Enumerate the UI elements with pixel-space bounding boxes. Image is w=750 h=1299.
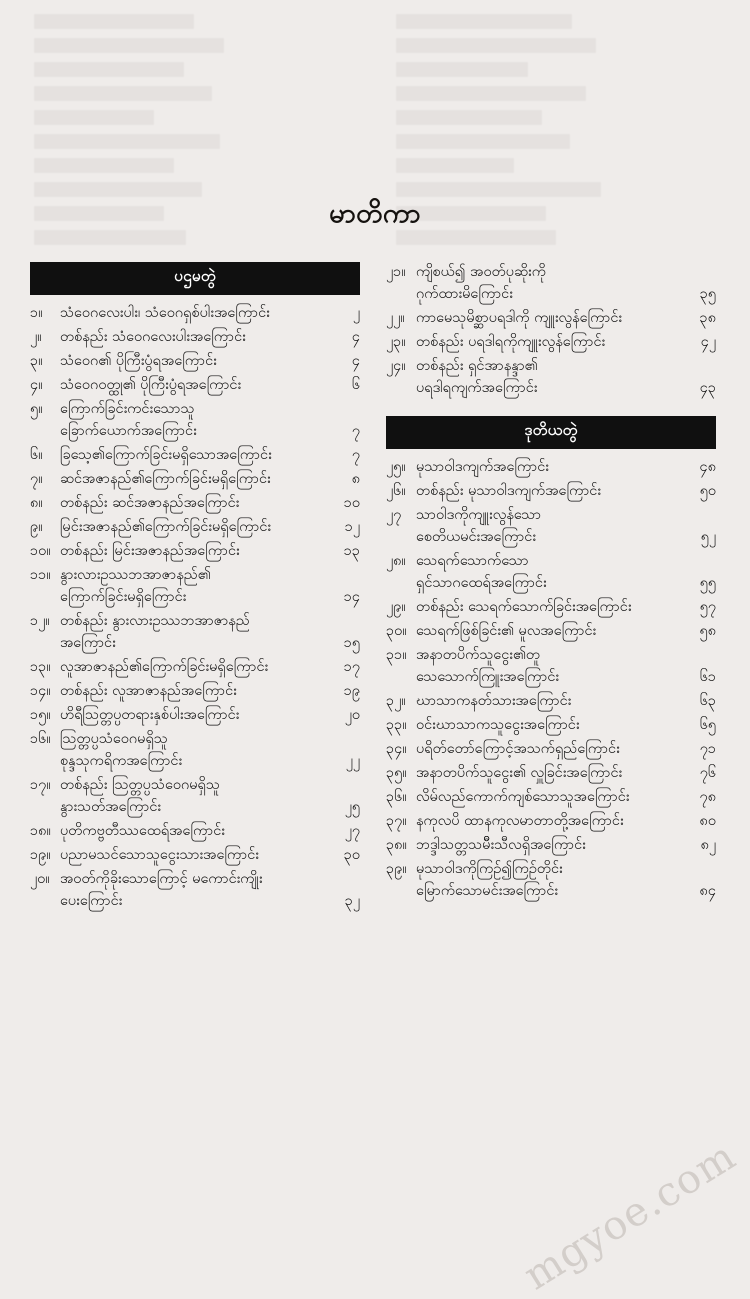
toc-entry[interactable] [30, 611, 360, 631]
toc-entry-continuation [30, 421, 360, 441]
toc-entry-number: ၃၆။ [386, 789, 407, 805]
toc-entry[interactable] [386, 835, 716, 855]
toc-entry-page: ၇ [351, 447, 360, 463]
toc-entry-number: ၂၂။ [386, 310, 405, 326]
toc-entry-page: ၁၂ [344, 519, 360, 535]
toc-entry[interactable] [386, 481, 716, 501]
toc-entry-title: တစ်နည်း သေရက်သောက်ခြင်းအကြောင်း [416, 599, 632, 615]
toc-entry-number: ၂၈။ [386, 553, 406, 569]
toc-entry-page: ၄၈ [699, 459, 716, 475]
toc-entry[interactable] [386, 859, 716, 879]
toc-entry-title: ကြောက်ခြင်းကင်းသောသူ [60, 401, 195, 417]
toc-entry[interactable] [386, 356, 716, 376]
toc-entry[interactable] [386, 308, 716, 328]
toc-entry-continuation [386, 284, 716, 304]
toc-entry[interactable] [386, 597, 716, 617]
toc-entry[interactable] [386, 332, 716, 352]
toc-entry-continuation [30, 633, 360, 653]
toc-entry[interactable] [386, 715, 716, 735]
toc-entry-title-line2: ရှင်သာဂထေရ်အကြောင်း [416, 575, 547, 591]
toc-entry-title: အနာတပိက်သူငွေး၏ လှူခြင်းအကြောင်း [416, 765, 623, 781]
toc-entry-title: ဝင်းဃာသာကသူငွေးအကြောင်း [416, 717, 580, 733]
toc-entry-number: ၃၂။ [386, 693, 406, 709]
toc-entry-number: ၈။ [30, 495, 43, 511]
toc-entry-number: ၂၉။ [386, 599, 406, 615]
toc-entry[interactable] [30, 821, 360, 841]
toc-entry-title-line2: ကြောက်ခြင်းမရှိကြောင်း [60, 589, 187, 605]
toc-entry-title-line2: အကြောင်း [60, 635, 116, 651]
toc-entry-page: ၇၈ [699, 789, 716, 805]
toc-entry-page: ၁၀ [343, 495, 360, 511]
toc-entry-title-line2: စေတိယမင်းအကြောင်း [416, 529, 537, 545]
toc-entry-continuation [386, 667, 716, 687]
toc-entry-number: ၁၇။ [30, 777, 51, 793]
toc-entry-page: ၈၄ [699, 883, 716, 899]
toc-entry-title: ပုတိကဗ္ဗတီဿထေရ်အကြောင်း [60, 823, 225, 839]
toc-entry-page: ၅၈ [699, 623, 716, 639]
toc-entry-title: ကျိစယ်၍ အဝတ်ပုဆိုးကို [416, 264, 546, 280]
toc-entry[interactable] [386, 505, 716, 525]
toc-entry-page: ၈၂ [700, 837, 716, 853]
toc-entry[interactable] [386, 262, 716, 282]
toc-entry[interactable] [30, 469, 360, 489]
toc-entry-number: ၂၁။ [386, 264, 406, 280]
toc-entry-title-line2: စုန္ဒသုကရိကအကြောင်း [60, 753, 183, 769]
toc-entry-title-line2: မြောက်သောမင်းအကြောင်း [416, 883, 559, 899]
toc-entry-page: ၂၇ [344, 823, 360, 839]
toc-entry-title: လူအာဇာနည်၏ကြောက်ခြင်းမရှိကြောင်း [60, 659, 269, 675]
toc-entry-title: သံဝေဂ၏ ပိုကြီးပွံရအကြောင်း [60, 353, 217, 369]
toc-entry-number: ၂၆။ [386, 483, 406, 499]
toc-entry-page: ၂ [352, 305, 360, 321]
toc-entry-page: ၁၃ [343, 543, 360, 559]
toc-entry[interactable] [30, 327, 360, 347]
toc-entry-page: ၆၃ [699, 693, 716, 709]
toc-entry-title: အနာတပိက်သူငွေး၏တူ [416, 647, 541, 663]
toc-entry-page: ၈၀ [699, 813, 716, 829]
toc-entry[interactable] [386, 551, 716, 571]
toc-entry-number: ၂၅။ [386, 459, 406, 475]
toc-entry-number: ၃။ [30, 353, 43, 369]
toc-entry-title: တစ်နည်း မုသာဝါဒကျက်အကြောင်း [416, 483, 602, 499]
toc-entry-page: ၂၀ [344, 707, 360, 723]
toc-entry-title: အဝတ်ကိုခိုးသောကြောင့် မကောင်းကျိုး [60, 871, 263, 887]
toc-entry-number: ၁၅။ [30, 707, 51, 723]
toc-entry-title: နွားလားဥဿဘအာဇာနည်၏ [60, 567, 211, 583]
toc-entry-title: တစ်နည်း သံဝေဂလေးပါးအကြောင်း [60, 329, 246, 345]
toc-entry-number: ၄။ [30, 377, 43, 393]
toc-entry-page: ၄၂ [700, 334, 716, 350]
watermark: mgyoe.com [516, 1132, 744, 1299]
toc-entry-continuation [30, 797, 360, 817]
toc-entry-page: ၁၉ [343, 683, 360, 699]
toc-entry-page: ၄၃ [699, 380, 716, 396]
toc-entry-number: ၂၄။ [386, 358, 406, 374]
toc-entry-title: တစ်နည်း နွားလားဥဿဘအာဇာနည် [60, 613, 250, 629]
toc-entry-page: ၃၀ [343, 847, 360, 863]
toc-entry-number: ၁၁။ [30, 567, 51, 583]
toc-entry-number: ၁၆။ [30, 731, 51, 747]
toc-entry[interactable] [386, 739, 716, 759]
toc-entry-title: သြတ္တပ္ပသံဝေဂမရှိသူ [60, 731, 168, 747]
toc-entry-title: သာဝါဒကိုကျူးလွန်သော [416, 507, 542, 523]
toc-entry[interactable] [30, 657, 360, 677]
toc-entry-number: ၁၂။ [30, 613, 50, 629]
toc-entry-number: ၂၃။ [386, 334, 406, 350]
toc-entry-page: ၄ [351, 329, 360, 345]
page-title: မာတိကာ [329, 198, 421, 229]
section-banner-pathama: ပဌမတွဲ [30, 262, 360, 295]
toc-entry-title: သံဝေဂလေးပါး၊ သံဝေဂရှစ်ပါးအကြောင်း [60, 305, 270, 321]
toc-entry-title-line2: ပေးကြောင်း [60, 893, 123, 909]
toc-entry[interactable] [386, 763, 716, 783]
toc-entry-number: ၁၃။ [30, 659, 51, 675]
toc-entry-page: ၁၄ [343, 589, 360, 605]
toc-entry-number: ၃၃။ [386, 717, 407, 733]
toc-entry-title-line2: ခြောက်ယောက်အကြောင်း [60, 423, 197, 439]
toc-entry-page: ၇၆ [699, 765, 716, 781]
toc-entry[interactable] [30, 729, 360, 749]
toc-entry-number: ၃၁။ [386, 647, 407, 663]
toc-entry-page: ၃၈ [699, 310, 716, 326]
toc-entry-title-line2: နွားသတ်အကြောင်း [60, 799, 162, 815]
toc-entry-number: ၃၉။ [386, 861, 407, 877]
toc-entry-title: ပညာမသင်သောသူငွေးသားအကြောင်း [60, 847, 259, 863]
toc-entry-title: သေရက်သောက်သော [416, 553, 529, 569]
toc-entry-page: ၆၅ [699, 717, 716, 733]
toc-entry[interactable] [30, 375, 360, 395]
toc-entry-title: တစ်နည်း လူအာဇာနည်အကြောင်း [60, 683, 237, 699]
toc-entry-title: လိမ်လည်ကောက်ကျစ်သောသူအကြောင်း [416, 789, 630, 805]
toc-entry[interactable] [30, 517, 360, 537]
toc-entry-title: ပရိတ်တော်ကြောင့်အသက်ရှည်ကြောင်း [416, 741, 620, 757]
toc-entry-title-line2: သေသောက်ကြူးအကြောင်း [416, 669, 560, 685]
toc-entry[interactable] [386, 457, 716, 477]
toc-entry[interactable] [386, 691, 716, 711]
toc-entry-title: မြင်းအဇာနည်၏ကြောက်ခြင်းမရှိကြောင်း [60, 519, 272, 535]
toc-entry-page: ၄ [351, 353, 360, 369]
toc-entry-page: ၇၁ [699, 741, 716, 757]
toc-entry-continuation [386, 881, 716, 901]
toc-entry-page: ၅၅ [699, 575, 716, 591]
toc-entry-continuation [386, 573, 716, 593]
toc-entry-title: ဟိရီသြတ္တပ္ပတရားနှစ်ပါးအကြောင်း [60, 707, 240, 723]
toc-entry-title-line2: ဂုက်ထားမိကြောင်း [416, 286, 513, 302]
toc-entry-number: ၃၈။ [386, 837, 407, 853]
toc-entry[interactable] [30, 681, 360, 701]
toc-entry-number: ၅။ [30, 401, 43, 417]
toc-entry-number: ၃၇။ [386, 813, 407, 829]
toc-entry-number: ၁၄။ [30, 683, 51, 699]
toc-entry-title-line2: ပရဒါရကျက်အကြောင်း [416, 380, 538, 396]
toc-entry-number: ၂၇ [386, 507, 402, 523]
toc-entry-page: ၇ [351, 423, 360, 439]
toc-entry-page: ၅၇ [699, 599, 716, 615]
toc-columns [0, 236, 750, 915]
toc-entry-continuation [30, 751, 360, 771]
toc-entry-number: ၇။ [30, 471, 43, 487]
toc-entry[interactable] [386, 811, 716, 831]
toc-entry-page: ၃၂ [344, 893, 360, 909]
toc-entry-title: ဆင်အဇာနည်၏ကြောက်ခြင်းမရှိကြောင်း [60, 471, 271, 487]
toc-entry-title: သေရက်ဖြစ်ခြင်း၏ မူလအကြောင်း [416, 623, 597, 639]
toc-entry-title: ဃာသာကနတ်သားအကြောင်း [416, 693, 572, 709]
toc-entry-continuation [386, 527, 716, 547]
toc-entry-page: ၁၅ [343, 635, 360, 651]
toc-entry-title: တစ်နည်း သြတ္တပ္ပသံဝေဂမရှိသူ [60, 777, 220, 793]
toc-entry[interactable] [30, 565, 360, 585]
toc-entry-title: မုသာဝါဒကိုကြဉ်၍ကြဉ်တိုင်း [416, 861, 563, 877]
toc-entry-number: ၆။ [30, 447, 43, 463]
toc-entry-page: ၈ [351, 471, 360, 487]
toc-entry[interactable] [30, 399, 360, 419]
toc-entry-continuation [30, 891, 360, 911]
toc-entry-number: ၁၉။ [30, 847, 51, 863]
toc-entry[interactable] [30, 303, 360, 323]
toc-entry[interactable] [30, 541, 360, 561]
toc-entry-title: တစ်နည်း ပရဒါရကိုကျူးလွန်ကြောင်း [416, 334, 606, 350]
toc-entry-title: တစ်နည်း ရှင်အာနန္ဒာ၏ [416, 358, 538, 374]
toc-entry[interactable] [386, 645, 716, 665]
toc-entry[interactable] [30, 775, 360, 795]
toc-entry[interactable] [30, 493, 360, 513]
toc-entry[interactable] [30, 869, 360, 889]
toc-entry-page: ၂၅ [344, 799, 360, 815]
toc-entry-title: မုသာဝါဒကျက်အကြောင်း [416, 459, 549, 475]
toc-entry-number: ၂၀။ [30, 871, 50, 887]
toc-entry-number: ၃၀။ [386, 623, 407, 639]
toc-entry[interactable] [386, 621, 716, 641]
toc-column-left [30, 262, 360, 915]
toc-column-right [386, 262, 716, 915]
toc-entry[interactable] [30, 445, 360, 465]
toc-entry-title: တစ်နည်း မြင်းအဇာနည်အကြောင်း [60, 543, 240, 559]
toc-entry-number: ၂။ [30, 329, 42, 345]
toc-entry-continuation [386, 378, 716, 398]
toc-entry-number: ၁၀။ [30, 543, 51, 559]
toc-entry-page: ၅၀ [699, 483, 716, 499]
section-banner-dutiya: ဒုတိယတွဲ [386, 416, 716, 449]
toc-entry-continuation [30, 587, 360, 607]
toc-entry-number: ၉။ [30, 519, 43, 535]
toc-entry-page: ၂၂ [345, 753, 360, 769]
toc-entry[interactable] [30, 351, 360, 371]
toc-entry-page: ၃၅ [699, 286, 716, 302]
toc-entry-number: ၁၈။ [30, 823, 51, 839]
toc-entry[interactable] [30, 705, 360, 725]
toc-entry-page: ၆၁ [699, 669, 716, 685]
toc-entry-title: ကာမေသုမိစ္ဆာပရဒါကို ကျူးလွန်ကြောင်း [416, 310, 623, 326]
toc-entry-page: ၁၇ [343, 659, 360, 675]
toc-entry[interactable] [386, 787, 716, 807]
toc-entry-title: နကုလပိ ထာနကုလမာတာတို့အကြောင်း [416, 813, 624, 829]
toc-entry[interactable] [30, 845, 360, 865]
toc-entry-title: တစ်နည်း ဆင်အဇာနည်အကြောင်း [60, 495, 240, 511]
toc-entry-number: ၃၄။ [386, 741, 407, 757]
toc-entry-page: ၆ [351, 377, 360, 393]
toc-entry-page: ၅၂ [700, 529, 716, 545]
toc-entry-number: ၃၅။ [386, 765, 407, 781]
toc-entry-title: ခြသေ့၏ကြောက်ခြင်းမရှိသောအကြောင်း [60, 447, 272, 463]
toc-entry-number: ၁။ [30, 305, 43, 321]
toc-entry-title: သံဝေဂဝတ္ထု၏ ပိုကြီးပွံရအကြောင်း [60, 377, 242, 393]
toc-entry-title: ဘဒ္ဒါသတ္တသမိီးသီလရှိအကြောင်း [416, 837, 586, 853]
